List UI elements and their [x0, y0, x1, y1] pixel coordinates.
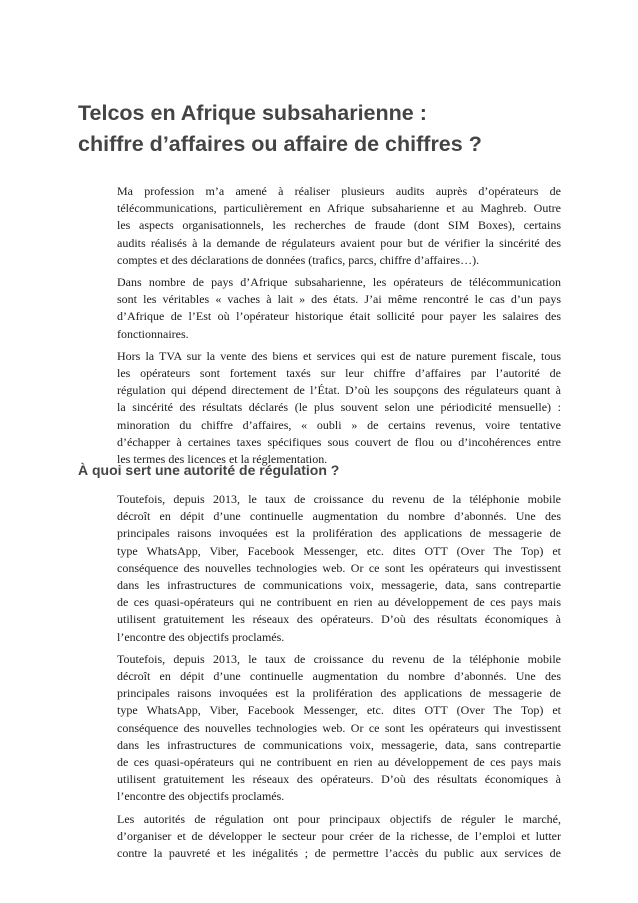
text-line: utilisent gratuitement les réseaux des opérateurs. D’où des résultats économiques à [117, 772, 561, 787]
text-line: principales raisons invoquées est la prolifération des applications de messagerie de [117, 686, 561, 701]
text-line: dans les infrastructures de communications voix, messagerie, data, sans contrepartie [117, 578, 561, 593]
text-line: de ces quasi-opérateurs qui ne contribuent en rien au développement de ces pays mais [117, 595, 561, 610]
text-line: sont les véritables « vaches à lait » des états. J’ai même rencontré le cas d’un pays [117, 292, 561, 307]
text-line: Les autorités de régulation ont pour principaux objectifs de réguler le marché, [117, 811, 561, 826]
regulation-section [117, 491, 561, 867]
text-line: la sincérité des résultats déclarés (le plus souvent selon une périodicité mensuelle) : [117, 400, 561, 415]
section-heading: À quoi sert une autorité de régulation ? [78, 462, 340, 478]
intro-section [117, 183, 561, 473]
text-line: télécommunications, particulièrement en Afrique subsaharienne et au Maghreb. Outre [117, 201, 561, 216]
text-line: conséquence des nouvelles technologies web. Or ce sont les opérateurs qui investissent [117, 720, 561, 735]
text-line: l’encontre des objectifs proclamés. [117, 629, 285, 644]
text-line: les termes des licences et la réglementation. [117, 452, 328, 467]
text-line: type WhatsApp, Viber, Facebook Messenger, etc. dites OTT (Over The Top) et [117, 543, 561, 558]
document-title [78, 98, 598, 160]
text-line: régulation qui dépend directement de l’État. D’où les soupçons des régulateurs quant à [117, 383, 561, 398]
text-line: de ces quasi-opérateurs qui ne contribuent en rien au développement de ces pays mais [117, 755, 561, 770]
text-line: l’encontre des objectifs proclamés. [117, 789, 285, 804]
paragraph [117, 491, 561, 646]
text-line: conséquence des nouvelles technologies web. Or ce sont les opérateurs qui investissent [117, 560, 561, 575]
text-line: comptes et des déclarations de données (trafics, parcs, chiffre d’affaires…). [117, 252, 480, 267]
text-line: décroît en dépit d’une continuelle augmentation du nombre d’abonnés. Une des [117, 509, 561, 524]
text-line: type WhatsApp, Viber, Facebook Messenger, etc. dites OTT (Over The Top) et [117, 703, 561, 718]
text-line: Toutefois, depuis 2013, le taux de croissance du revenu de la téléphonie mobile [117, 492, 561, 506]
text-line: Hors la TVA sur la vente des biens et services qui est de nature purement fiscale, tous [117, 348, 561, 363]
paragraph [117, 651, 561, 806]
text-line: audits réalisés à la demande de régulateurs avaient pour but de vérifier la sincérité des [117, 235, 561, 250]
title-line-1: Telcos en Afrique subsaharienne : [78, 101, 427, 125]
paragraph [117, 811, 561, 863]
text-line: décroît en dépit d’une continuelle augmentation du nombre d’abonnés. Une des [117, 669, 561, 684]
text-line: les aspects organisationnels, les recherches de fraude (dont SIM Boxes), certains [117, 218, 561, 233]
text-line: contre la pauvreté et les inégalités ; de permettre l’accès du public aux services de [117, 846, 561, 861]
paragraph [117, 183, 561, 269]
text-line: d’organiser et de développer le secteur pour créer de la richesse, de l’emploi et lutter [117, 828, 561, 843]
text-line: Dans nombre de pays d’Afrique subsaharienne, les opérateurs de télécommunication [117, 275, 561, 290]
text-line: d’Afrique de l’Est où l’opérateur historique était sollicité pour payer les salaires des [117, 309, 561, 324]
text-line: Ma profession m’a amené à réaliser plusieurs audits auprès d’opérateurs de [117, 184, 561, 198]
paragraph [117, 348, 561, 468]
text-line: d’échapper à certaines taxes spécifiques sous couvert de flou ou d’incohérences entre [117, 434, 561, 449]
paragraph [117, 274, 561, 343]
text-line: utilisent gratuitement les réseaux des opérateurs. D’où des résultats économiques à [117, 612, 561, 627]
text-line: fonctionnaires. [117, 326, 189, 341]
text-line: minoration du chiffre d’affaires, « oubli » de certains revenus, voire tentative [117, 417, 561, 432]
title-line-2: chiffre d’affaires ou affaire de chiffres ? [78, 132, 482, 156]
text-line: Toutefois, depuis 2013, le taux de croissance du revenu de la téléphonie mobile [117, 651, 561, 666]
text-line: les opérateurs sont fortement taxés sur leur chiffre d’affaires par l’autorité de [117, 366, 561, 381]
text-line: principales raisons invoquées est la prolifération des applications de messagerie de [117, 526, 561, 541]
text-line: dans les infrastructures de communications voix, messagerie, data, sans contrepartie [117, 737, 561, 752]
